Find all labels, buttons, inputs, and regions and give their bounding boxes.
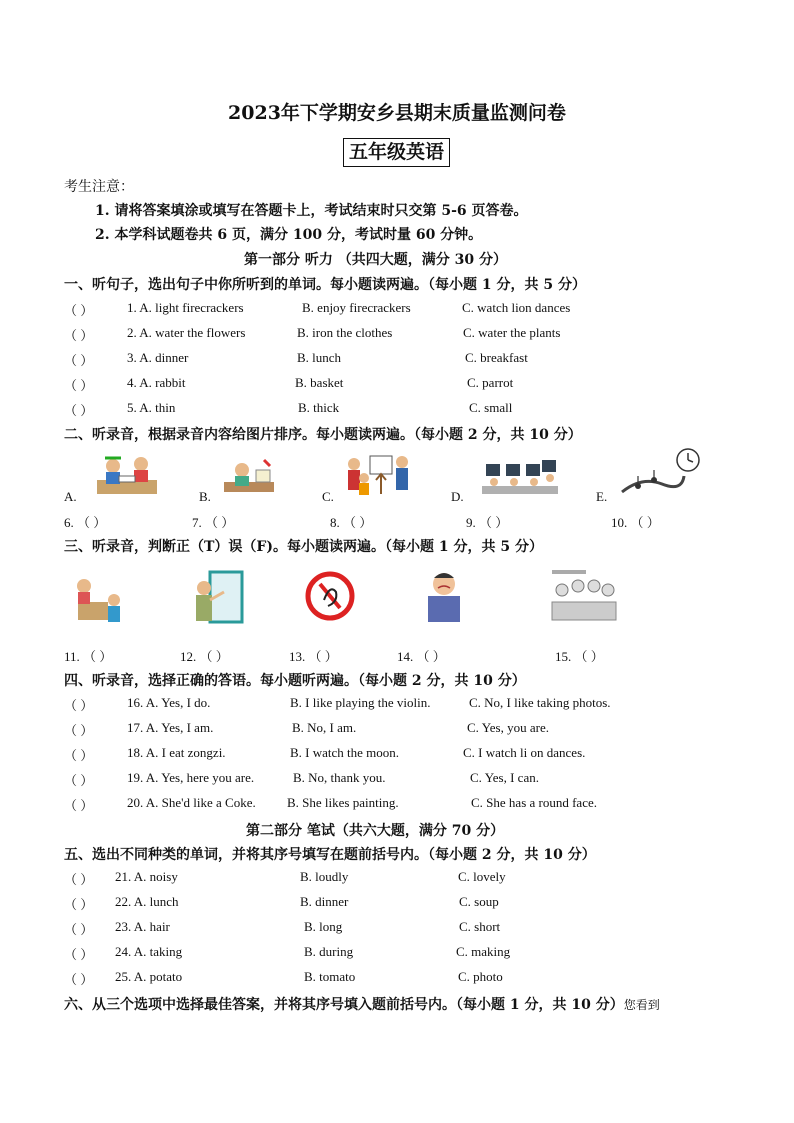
- order-blank-10[interactable]: 10. （ ）: [611, 515, 660, 530]
- option-a: 20. A. She'd like a Coke.: [127, 795, 256, 810]
- notice-item-2: 2. 本学科试题卷共 6 页，满分 100 分，考试时量 60 分钟。: [95, 227, 483, 243]
- kids-playing-picture: [70, 572, 126, 628]
- option-a: 4. A. rabbit: [127, 375, 186, 390]
- option-b: B. loudly: [300, 869, 349, 884]
- option-b: B. No, I am.: [292, 720, 357, 735]
- section4-heading: 四、听录音，选择正确的答语。每小题听两遍。（每小题 2 分，共 10 分）: [64, 673, 526, 689]
- section5-heading: 五、选出不同种类的单词，并将其序号填写在题前括号内。（每小题 2 分，共 10 分）: [64, 847, 596, 863]
- answer-paren[interactable]: （ ）: [64, 328, 94, 343]
- option-c: C. Yes, I can.: [470, 770, 539, 785]
- option-b: B. No, thank you.: [293, 770, 386, 785]
- section6-heading-text: 六、从三个选项中选择最佳答案，并将其序号填入题前括号内。（每小题 1 分，共 10 分）: [64, 997, 624, 1013]
- section3-heading: 三、听录音，判断正（T）误（F)。每小题读两遍。（每小题 1 分，共 5 分）: [64, 539, 543, 555]
- answer-paren[interactable]: （ ）: [64, 947, 94, 962]
- section6-heading: [64, 994, 660, 1014]
- tf-blank-13[interactable]: 13. （ ）: [289, 649, 338, 664]
- option-a: 2. A. water the flowers: [127, 325, 246, 340]
- option-c: C. lovely: [458, 869, 506, 884]
- option-a: 16. A. Yes, I do.: [127, 695, 211, 710]
- notice-heading: 考生注意：: [64, 179, 134, 195]
- option-a: 21. A. noisy: [115, 869, 178, 884]
- option-c: C. small: [469, 400, 513, 415]
- answer-paren[interactable]: （ ）: [64, 403, 94, 418]
- answer-paren[interactable]: （ ）: [64, 897, 94, 912]
- option-b: B. I like playing the violin.: [290, 695, 431, 710]
- family-painting-picture: [340, 450, 416, 498]
- option-c: C. making: [456, 944, 511, 959]
- section2-heading: 二、听录音，根据录音内容给图片排序。每小题读两遍。（每小题 2 分，共 10 分）: [64, 427, 582, 443]
- option-b: B. lunch: [297, 350, 342, 365]
- tf-blank-12[interactable]: 12. （ ）: [180, 649, 229, 664]
- option-b: B. I watch the moon.: [290, 745, 400, 760]
- option-c: C. No, I like taking photos.: [469, 695, 611, 710]
- answer-paren[interactable]: （ ）: [64, 378, 94, 393]
- section6-heading-tail: 您看到: [623, 998, 660, 1012]
- option-a: 22. A. lunch: [115, 894, 179, 909]
- option-a: 19. A. Yes, here you are.: [127, 770, 255, 785]
- option-a: 18. A. I eat zongzi.: [127, 745, 226, 760]
- option-a: 24. A. taking: [115, 944, 183, 959]
- option-a: 23. A. hair: [115, 919, 170, 934]
- boy-at-desk-picture: [220, 456, 280, 498]
- option-c: C. watch lion dances: [462, 300, 571, 315]
- answer-paren[interactable]: （ ）: [64, 353, 94, 368]
- part1-heading: 第一部分 听力 （共四大题，满分 30 分）: [244, 252, 507, 268]
- order-blank-6[interactable]: 6. （ ）: [64, 515, 107, 530]
- answer-paren[interactable]: （ ）: [64, 798, 94, 813]
- option-c: C. She has a round face.: [471, 795, 597, 810]
- notice-item-1: 1. 请将答案填涂或填写在答题卡上，考试结束时只交第 5-6 页答卷。: [95, 203, 528, 219]
- no-littering-sign-picture: [304, 570, 356, 622]
- option-b: B. iron the clothes: [297, 325, 393, 340]
- option-b: B. during: [304, 944, 354, 959]
- option-a: 3. A. dinner: [127, 350, 189, 365]
- option-b: B. enjoy firecrackers: [302, 300, 411, 315]
- order-blank-8[interactable]: 8. （ ）: [330, 515, 373, 530]
- man-at-window-picture: [190, 568, 246, 630]
- option-b: B. tomato: [304, 969, 356, 984]
- option-a: 17. A. Yes, I am.: [127, 720, 214, 735]
- angry-boy-picture: [416, 568, 472, 628]
- answer-paren[interactable]: （ ）: [64, 773, 94, 788]
- answer-paren[interactable]: （ ）: [64, 922, 94, 937]
- option-b: B. thick: [298, 400, 340, 415]
- tf-blank-11[interactable]: 11. （ ）: [64, 649, 113, 664]
- order-blank-7[interactable]: 7. （ ）: [192, 515, 235, 530]
- answer-paren[interactable]: （ ）: [64, 748, 94, 763]
- option-c: C. soup: [459, 894, 499, 909]
- option-c: C. Yes, you are.: [467, 720, 549, 735]
- kids-reading-picture: [95, 452, 161, 498]
- answer-paren[interactable]: （ ）: [64, 303, 94, 318]
- option-c: C. photo: [458, 969, 503, 984]
- option-c: C. breakfast: [465, 350, 528, 365]
- exam-subject-box: 五年级英语: [343, 138, 450, 167]
- option-b: B. She likes painting.: [287, 795, 399, 810]
- option-a: 25. A. potato: [115, 969, 183, 984]
- music-clock-picture: [618, 446, 704, 500]
- option-b: B. dinner: [300, 894, 349, 909]
- answer-paren[interactable]: （ ）: [64, 698, 94, 713]
- option-a: 1. A. light firecrackers: [127, 300, 244, 315]
- section1-heading: 一、听句子，选出句子中你所听到的单词。每小题读两遍。（每小题 1 分，共 5 分）: [64, 277, 586, 293]
- option-b: B. basket: [295, 375, 344, 390]
- picture-letter-b: B.: [199, 489, 211, 504]
- picture-letter-e: E.: [596, 489, 608, 504]
- picture-letter-a: A.: [64, 489, 77, 504]
- answer-paren[interactable]: （ ）: [64, 972, 94, 987]
- tf-blank-14[interactable]: 14. （ ）: [397, 649, 446, 664]
- tf-blank-15[interactable]: 15. （ ）: [555, 649, 604, 664]
- picture-letter-c: C.: [322, 489, 334, 504]
- order-blank-9[interactable]: 9. （ ）: [466, 515, 509, 530]
- answer-paren[interactable]: （ ）: [64, 872, 94, 887]
- picture-letter-d: D.: [451, 489, 464, 504]
- part2-heading: 第二部分 笔试（共六大题，满分 70 分）: [246, 823, 505, 839]
- option-a: 5. A. thin: [127, 400, 176, 415]
- option-c: C. parrot: [467, 375, 514, 390]
- option-b: B. long: [304, 919, 343, 934]
- option-c: C. water the plants: [463, 325, 561, 340]
- computer-room-picture: [480, 456, 560, 500]
- family-dinner-picture: [546, 566, 622, 628]
- answer-paren[interactable]: （ ）: [64, 723, 94, 738]
- page-title: 2023年下学期安乡县期末质量监测问卷: [228, 102, 566, 124]
- option-c: C. short: [459, 919, 501, 934]
- option-c: C. I watch li on dances.: [463, 745, 586, 760]
